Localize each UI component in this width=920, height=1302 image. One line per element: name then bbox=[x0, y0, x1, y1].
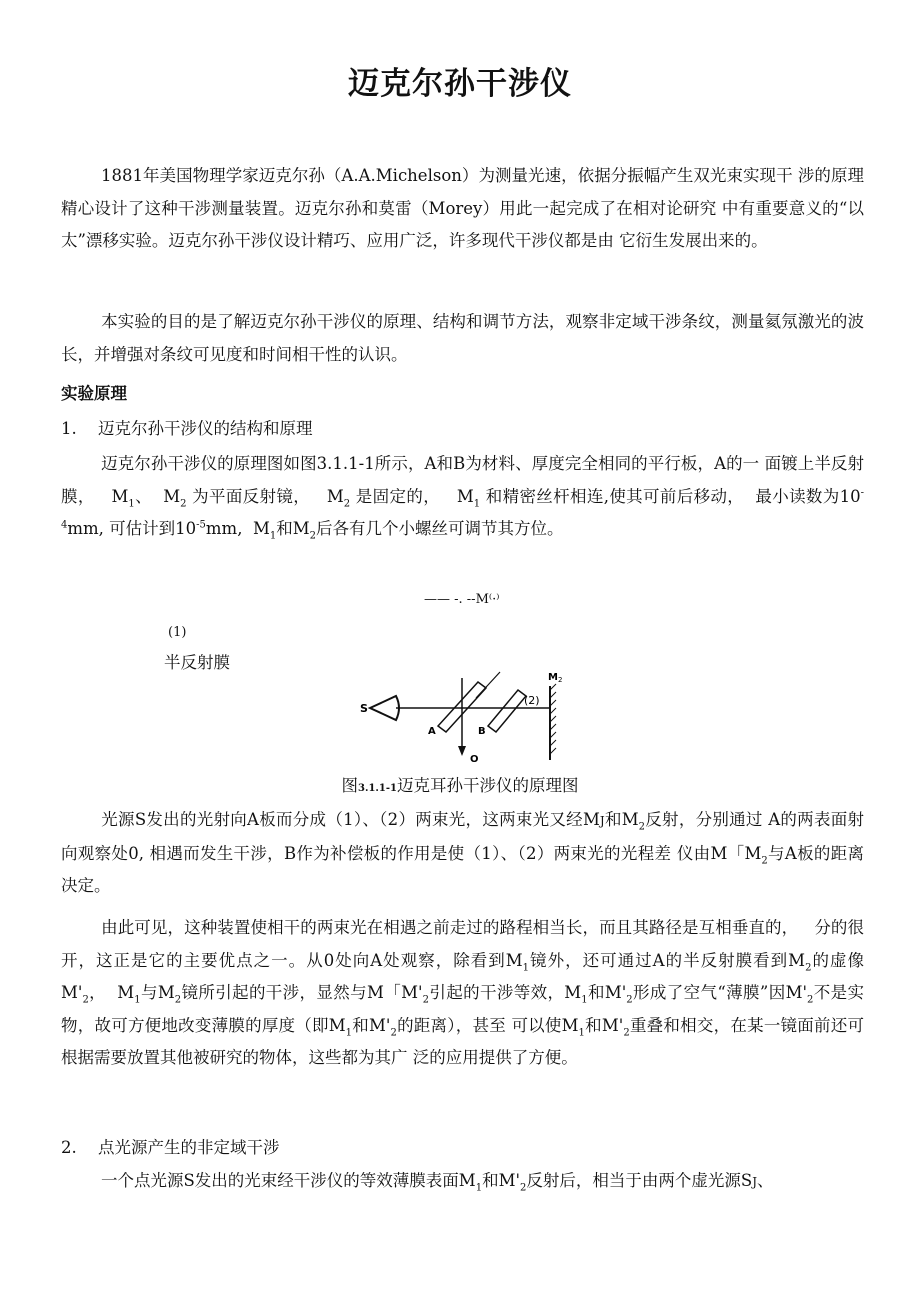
structure-text-f: 最小读数为10 bbox=[755, 486, 861, 506]
caption-number: 3.1.1-1 bbox=[358, 783, 397, 794]
structure-text-c: 为平面反射镜， bbox=[192, 486, 311, 506]
diagonal-beam bbox=[476, 672, 500, 698]
structure-text-i: 后各有几个小螺丝可调节其方位。 bbox=[316, 519, 564, 538]
m2-sub: 2 bbox=[180, 497, 187, 509]
structure-text-e: 和精密丝杆相连,使其可前后移动， bbox=[485, 486, 745, 506]
figure-label-one: (1) bbox=[168, 625, 187, 640]
adv-sub-2c: 2 bbox=[174, 994, 182, 1006]
adv-h: 镜所引起的干涉，显然与M「M' bbox=[181, 983, 423, 1002]
structure-text-d: 是固定的， bbox=[355, 486, 441, 506]
point-d: 、 bbox=[757, 1171, 774, 1190]
adv-m: 和M' bbox=[352, 1015, 391, 1035]
and-text: 和 bbox=[276, 519, 293, 538]
point-bracket: J bbox=[752, 1175, 758, 1189]
label-beam-2: (2) bbox=[524, 694, 540, 707]
adv-sub-2f: 2 bbox=[807, 994, 814, 1006]
m1-sub-b: 1 bbox=[473, 497, 481, 509]
caption-text: 迈克耳孙干涉仪的原理图 bbox=[396, 776, 579, 795]
point-a: 一个点光源S发出的光束经干涉仪的等效薄膜表面M bbox=[101, 1171, 476, 1190]
structure-text-a: 迈克尔孙干涉仪的原理图如图3.1.1-1所示，A和B为材料、厚度完全相同的平行板，A的一 面镀上半反射膜， bbox=[61, 454, 864, 506]
structure-sep: 、 bbox=[134, 486, 153, 506]
light-sub-2b: 2 bbox=[761, 854, 768, 866]
adv-sub-2h: 2 bbox=[623, 1026, 630, 1038]
adv-sub-1e: 1 bbox=[578, 1026, 585, 1038]
adv-a: 由此可见，这种装置使相干的两束光在相遇之前走过的路程相当长，而且其路径是互相垂直的， bbox=[101, 918, 799, 937]
page-title: 迈克尔孙干涉仪 bbox=[348, 66, 572, 102]
adv-sub-2d: 2 bbox=[422, 994, 429, 1006]
adv-d: 的虚像M' bbox=[61, 950, 865, 1002]
point-sub-2: 2 bbox=[520, 1182, 527, 1194]
adv-k: 形成了空气“薄膜”因M' bbox=[632, 983, 808, 1002]
point-source-paragraph bbox=[61, 1165, 864, 1199]
point-sub-1: 1 bbox=[475, 1182, 483, 1194]
adv-sub-1b: 1 bbox=[134, 994, 141, 1006]
m1-label-c: M bbox=[252, 519, 270, 538]
exp-5: -5 bbox=[196, 519, 206, 531]
m2-label: M bbox=[163, 486, 181, 506]
m1-sub-c: 1 bbox=[269, 530, 277, 542]
m1-sub: 1 bbox=[128, 497, 135, 509]
m2-label-c: M bbox=[292, 519, 310, 538]
m1-label: M bbox=[111, 486, 129, 506]
exp-4: -4 bbox=[61, 487, 865, 531]
adv-e: ， bbox=[88, 983, 107, 1002]
adv-j: 和M' bbox=[587, 983, 627, 1002]
light-bracket: J bbox=[599, 814, 605, 828]
light-paragraph bbox=[61, 804, 864, 903]
point-b: 和M' bbox=[482, 1171, 521, 1190]
michelson-diagram bbox=[340, 668, 580, 768]
purpose-text: 本实验的目的是了解迈克尔孙干涉仪的原理、结构和调节方法，观察非定域干涉条纹，测量氦氖激光的波长，并增强对条纹可见度和时间相干性的认识。 bbox=[61, 312, 864, 364]
intro-paragraph bbox=[61, 160, 864, 258]
light-sub-2: 2 bbox=[638, 821, 645, 833]
light-text-a: 光源S发出的光射向A板而分成（1）、（2）两束光，这两束光又经M bbox=[101, 810, 600, 829]
figure-caption bbox=[0, 772, 920, 796]
adv-o: 和M' bbox=[584, 1015, 624, 1035]
point-c: 反射后，相当于由两个虚光源S bbox=[526, 1171, 753, 1190]
section-heading: 实验原理 bbox=[61, 384, 127, 403]
label-a: A bbox=[428, 726, 436, 737]
label-m2: M bbox=[548, 672, 558, 683]
subsection-1-text: 迈克尔孙干涉仪的结构和原理 bbox=[98, 419, 313, 438]
structure-paragraph bbox=[61, 448, 864, 546]
adv-sub-1: 1 bbox=[522, 961, 530, 973]
adv-sub-1d: 1 bbox=[345, 1026, 353, 1038]
label-s: S bbox=[360, 702, 368, 715]
adv-f: M bbox=[117, 983, 135, 1002]
adv-i: 引起的干涉等效，M bbox=[428, 983, 582, 1002]
source-lens bbox=[370, 696, 399, 720]
subsection-2-text: 点光源产生的非定域干涉 bbox=[98, 1138, 280, 1157]
label-b: B bbox=[478, 726, 486, 737]
adv-sub-1c: 1 bbox=[581, 994, 588, 1006]
figure-top-label: —— -. --M⁽·⁾ bbox=[424, 592, 500, 607]
m1-label-b: M bbox=[456, 486, 474, 506]
subsection-1-number: 1. bbox=[61, 419, 77, 438]
adv-b: 分的很开，这正是它的主要优点之一。从0处向A处观察，除看到M bbox=[61, 918, 865, 970]
adv-sub-2: 2 bbox=[805, 961, 812, 973]
adv-p: 重叠和相交，在某一镜面前还可根据需要放置其他被研究的物体，这些都为其广 泛的应用提供了方便。 bbox=[61, 1015, 864, 1067]
m2-label-b: M bbox=[326, 486, 344, 506]
purpose-paragraph bbox=[61, 306, 864, 371]
figure-semi-mirror-label: 半反射膜 bbox=[164, 653, 230, 672]
subsection-2-number: 2. bbox=[61, 1138, 77, 1157]
caption-prefix: 图 bbox=[341, 776, 359, 795]
adv-c: 镜外，还可通过A的半反射膜看到M bbox=[529, 950, 806, 970]
plate-b bbox=[488, 690, 526, 732]
adv-sub-2b: 2 bbox=[82, 994, 89, 1006]
adv-n: 的距离），甚至 可以使M bbox=[396, 1015, 579, 1035]
advantage-paragraph bbox=[61, 912, 864, 1075]
label-o: O bbox=[470, 754, 479, 765]
adv-sub-2e: 2 bbox=[626, 994, 633, 1006]
subsection-1-heading bbox=[61, 415, 313, 439]
light-text-c: 反射，分别通过 A的两表面射向观察处0, 相遇而发生干涉，B作为补偿板的作用是使（1）、（2）两束光的光程差 仪由M「M bbox=[61, 810, 864, 863]
subsection-2-heading bbox=[61, 1134, 280, 1158]
structure-text-h: mm, bbox=[205, 519, 243, 538]
label-m2-sub: 2 bbox=[558, 676, 563, 684]
adv-g: 与M bbox=[140, 983, 175, 1002]
m2-sub-c: 2 bbox=[309, 530, 317, 542]
adv-sub-2g: 2 bbox=[390, 1026, 397, 1038]
adv-l: 不是实物，故可方便地改变薄膜的厚度（即M bbox=[61, 983, 865, 1035]
output-arrow bbox=[458, 746, 466, 756]
light-text-d: 与A板的距离决定。 bbox=[61, 843, 864, 895]
intro-text: 1881年美国物理学家迈克尔孙（A.A.Michelson）为测量光速，依据分振幅产生双光束实现干 涉的原理精心设计了这种干涉测量装置。迈克尔孙和莫雷（Morey）用此一起完成了在相对论研究 中有重要意义的“以太”漂移实验。迈克尔孙干涉仪设计精巧、应用广泛，许多现代干涉仪都是由 它衍生发展出来的。 bbox=[61, 166, 864, 250]
light-text-b: 和M bbox=[604, 810, 639, 829]
structure-text-g: mm, 可估计到10 bbox=[67, 519, 197, 538]
m2-sub-b: 2 bbox=[343, 497, 351, 509]
